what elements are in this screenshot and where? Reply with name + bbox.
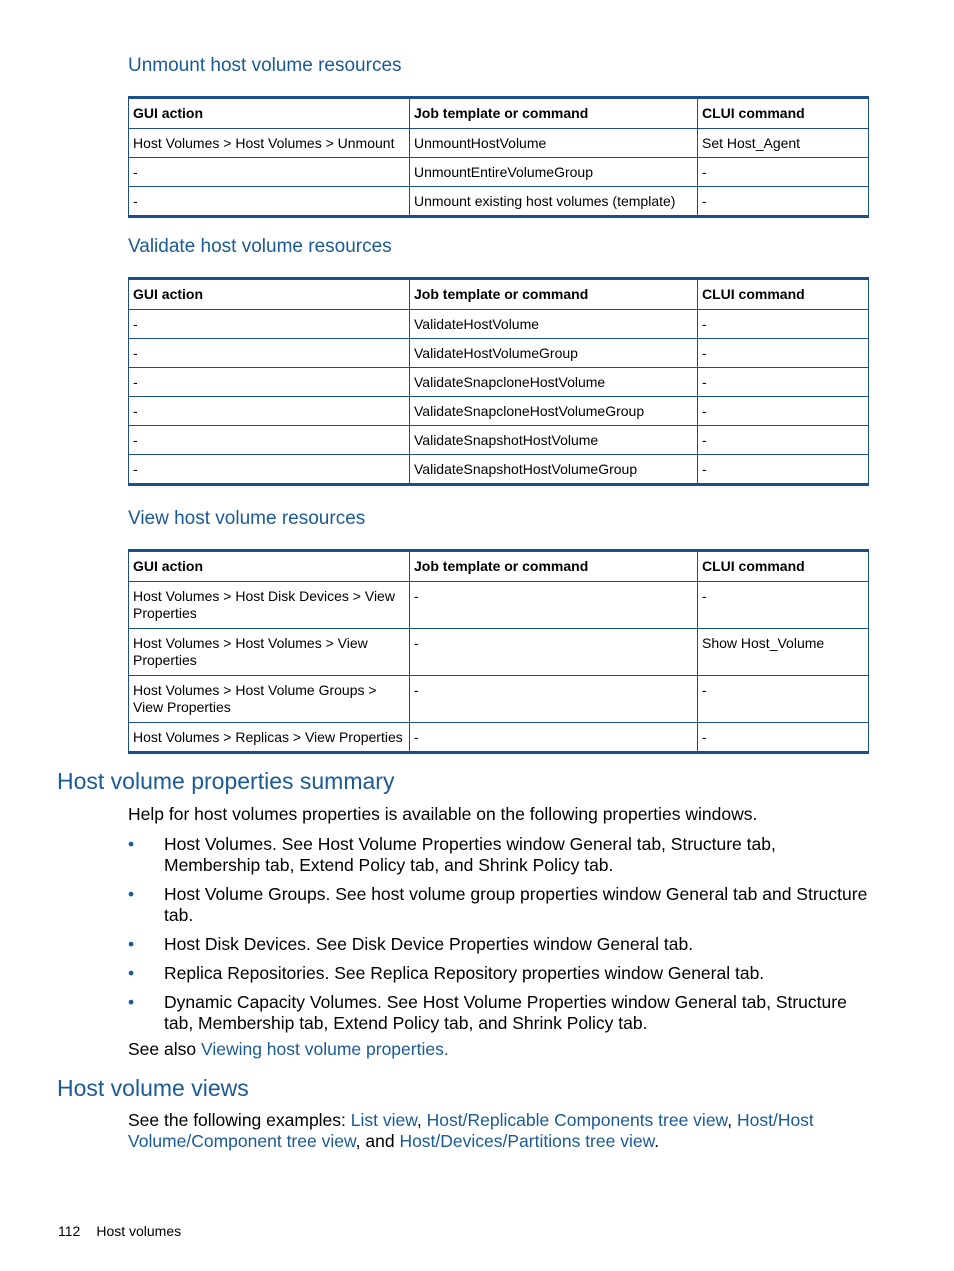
- table-row: [129, 723, 869, 753]
- table-row: [129, 676, 869, 723]
- views-heading: Host volume views: [57, 1075, 249, 1101]
- table-header-row: [129, 279, 869, 310]
- table-row: [129, 310, 869, 339]
- table-cell: -: [129, 310, 410, 339]
- list-item: [128, 963, 868, 984]
- table-cell: Unmount existing host volumes (template): [410, 187, 698, 217]
- table-cell: Host Volumes > Host Disk Devices > View Properties: [129, 582, 410, 629]
- list-view-link[interactable]: List view: [350, 1110, 417, 1130]
- header-gui-action: GUI action: [129, 98, 410, 129]
- viewing-host-volume-properties-link[interactable]: Viewing host volume properties.: [200, 1039, 449, 1059]
- header-clui-command: CLUI command: [698, 279, 869, 310]
- table-header-row: [129, 551, 869, 582]
- table-cell: -: [410, 629, 698, 676]
- table-row: [129, 426, 869, 455]
- summary-heading: Host volume properties summary: [57, 768, 395, 794]
- header-gui-action: GUI action: [129, 279, 410, 310]
- bullet-icon: •: [128, 934, 135, 954]
- table-cell: -: [129, 187, 410, 217]
- table-cell: -: [698, 426, 869, 455]
- footer-section: Host volumes: [96, 1223, 182, 1239]
- table-cell: -: [698, 397, 869, 426]
- table-cell: -: [698, 339, 869, 368]
- table-cell: -: [698, 723, 869, 753]
- list-item: [128, 934, 868, 955]
- table-cell: Host Volumes > Replicas > View Properties: [129, 723, 410, 753]
- table-cell: UnmountEntireVolumeGroup: [410, 158, 698, 187]
- header-job-template: Job template or command: [410, 551, 698, 582]
- page-number: 112: [58, 1223, 81, 1239]
- table-cell: ValidateSnapcloneHostVolume: [410, 368, 698, 397]
- bullet-icon: •: [128, 963, 135, 983]
- table-row: [129, 158, 869, 187]
- header-job-template: Job template or command: [410, 98, 698, 129]
- table-cell: -: [129, 339, 410, 368]
- table-cell: -: [698, 187, 869, 217]
- page-footer: [58, 1223, 181, 1239]
- table-cell: Show Host_Volume: [698, 629, 869, 676]
- table-cell: Host Volumes > Host Volumes > View Properties: [129, 629, 410, 676]
- list-item: [128, 884, 868, 926]
- table-cell: -: [410, 582, 698, 629]
- list-item-text: Dynamic Capacity Volumes. See Host Volume Properties window General tab, Structure tab, Membership tab, Extend Policy tab, and Shrink Policy tab.: [164, 992, 847, 1033]
- table-cell: -: [698, 676, 869, 723]
- bullet-icon: •: [128, 834, 135, 854]
- table-cell: -: [698, 158, 869, 187]
- header-clui-command: CLUI command: [698, 551, 869, 582]
- header-job-template: Job template or command: [410, 279, 698, 310]
- table-cell: -: [129, 426, 410, 455]
- period: .: [654, 1131, 660, 1151]
- list-item-text: Host Volumes. See Host Volume Properties window General tab, Structure tab, Membership tab, Extend Policy tab, and Shrink Policy tab.: [164, 834, 776, 875]
- table-cell: -: [698, 582, 869, 629]
- table-row: [129, 629, 869, 676]
- separator: ,: [416, 1110, 427, 1130]
- table-row: [129, 397, 869, 426]
- table-cell: ValidateHostVolume: [410, 310, 698, 339]
- table-cell: -: [698, 368, 869, 397]
- table-cell: -: [129, 397, 410, 426]
- section-heading-validate: Validate host volume resources: [128, 236, 392, 257]
- table-cell: Host Volumes > Host Volumes > Unmount: [129, 129, 410, 158]
- section-heading-view: View host volume resources: [128, 508, 366, 529]
- host-replicable-components-link[interactable]: Host/Replicable Components tree view: [426, 1110, 728, 1130]
- table-cell: ValidateSnapshotHostVolumeGroup: [410, 455, 698, 485]
- table-row: [129, 455, 869, 485]
- host-host-volume-component-link[interactable]: Host/Host Volume/Component tree view: [128, 1110, 814, 1151]
- separator: , and: [355, 1131, 400, 1151]
- list-item-text: Host Disk Devices. See Disk Device Properties window General tab.: [164, 934, 694, 954]
- list-item: [128, 992, 868, 1034]
- see-also-paragraph: [128, 1039, 449, 1060]
- table-row: [129, 129, 869, 158]
- table-header-row: [129, 98, 869, 129]
- table-cell: ValidateHostVolumeGroup: [410, 339, 698, 368]
- table-cell: -: [410, 676, 698, 723]
- list-item-text: Host Volume Groups. See host volume group properties window General tab and Structure tab.: [164, 884, 868, 925]
- views-paragraph: [128, 1110, 868, 1152]
- list-item: [128, 834, 868, 876]
- table-row: [129, 368, 869, 397]
- separator: ,: [727, 1110, 737, 1130]
- table-cell: Host Volumes > Host Volume Groups > View Properties: [129, 676, 410, 723]
- view-table: [128, 549, 869, 754]
- header-gui-action: GUI action: [129, 551, 410, 582]
- unmount-table: [128, 96, 869, 218]
- table-cell: -: [129, 368, 410, 397]
- table-cell: -: [129, 455, 410, 485]
- table-cell: -: [698, 310, 869, 339]
- table-cell: -: [129, 158, 410, 187]
- table-cell: Set Host_Agent: [698, 129, 869, 158]
- summary-intro: Help for host volumes properties is available on the following properties windows.: [128, 804, 758, 824]
- table-cell: UnmountHostVolume: [410, 129, 698, 158]
- summary-bullet-list: [128, 834, 868, 1042]
- list-item-text: Replica Repositories. See Replica Repository properties window General tab.: [164, 963, 765, 983]
- section-heading-unmount: Unmount host volume resources: [128, 55, 402, 76]
- header-clui-command: CLUI command: [698, 98, 869, 129]
- table-cell: ValidateSnapcloneHostVolumeGroup: [410, 397, 698, 426]
- table-row: [129, 339, 869, 368]
- table-cell: -: [410, 723, 698, 753]
- validate-table: [128, 277, 869, 486]
- host-devices-partitions-link[interactable]: Host/Devices/Partitions tree view: [399, 1131, 655, 1151]
- views-prefix: See the following examples:: [128, 1110, 351, 1130]
- table-row: [129, 582, 869, 629]
- table-cell: ValidateSnapshotHostVolume: [410, 426, 698, 455]
- bullet-icon: •: [128, 992, 135, 1012]
- bullet-icon: •: [128, 884, 135, 904]
- see-also-prefix: See also: [128, 1039, 201, 1059]
- table-cell: -: [698, 455, 869, 485]
- table-row: [129, 187, 869, 217]
